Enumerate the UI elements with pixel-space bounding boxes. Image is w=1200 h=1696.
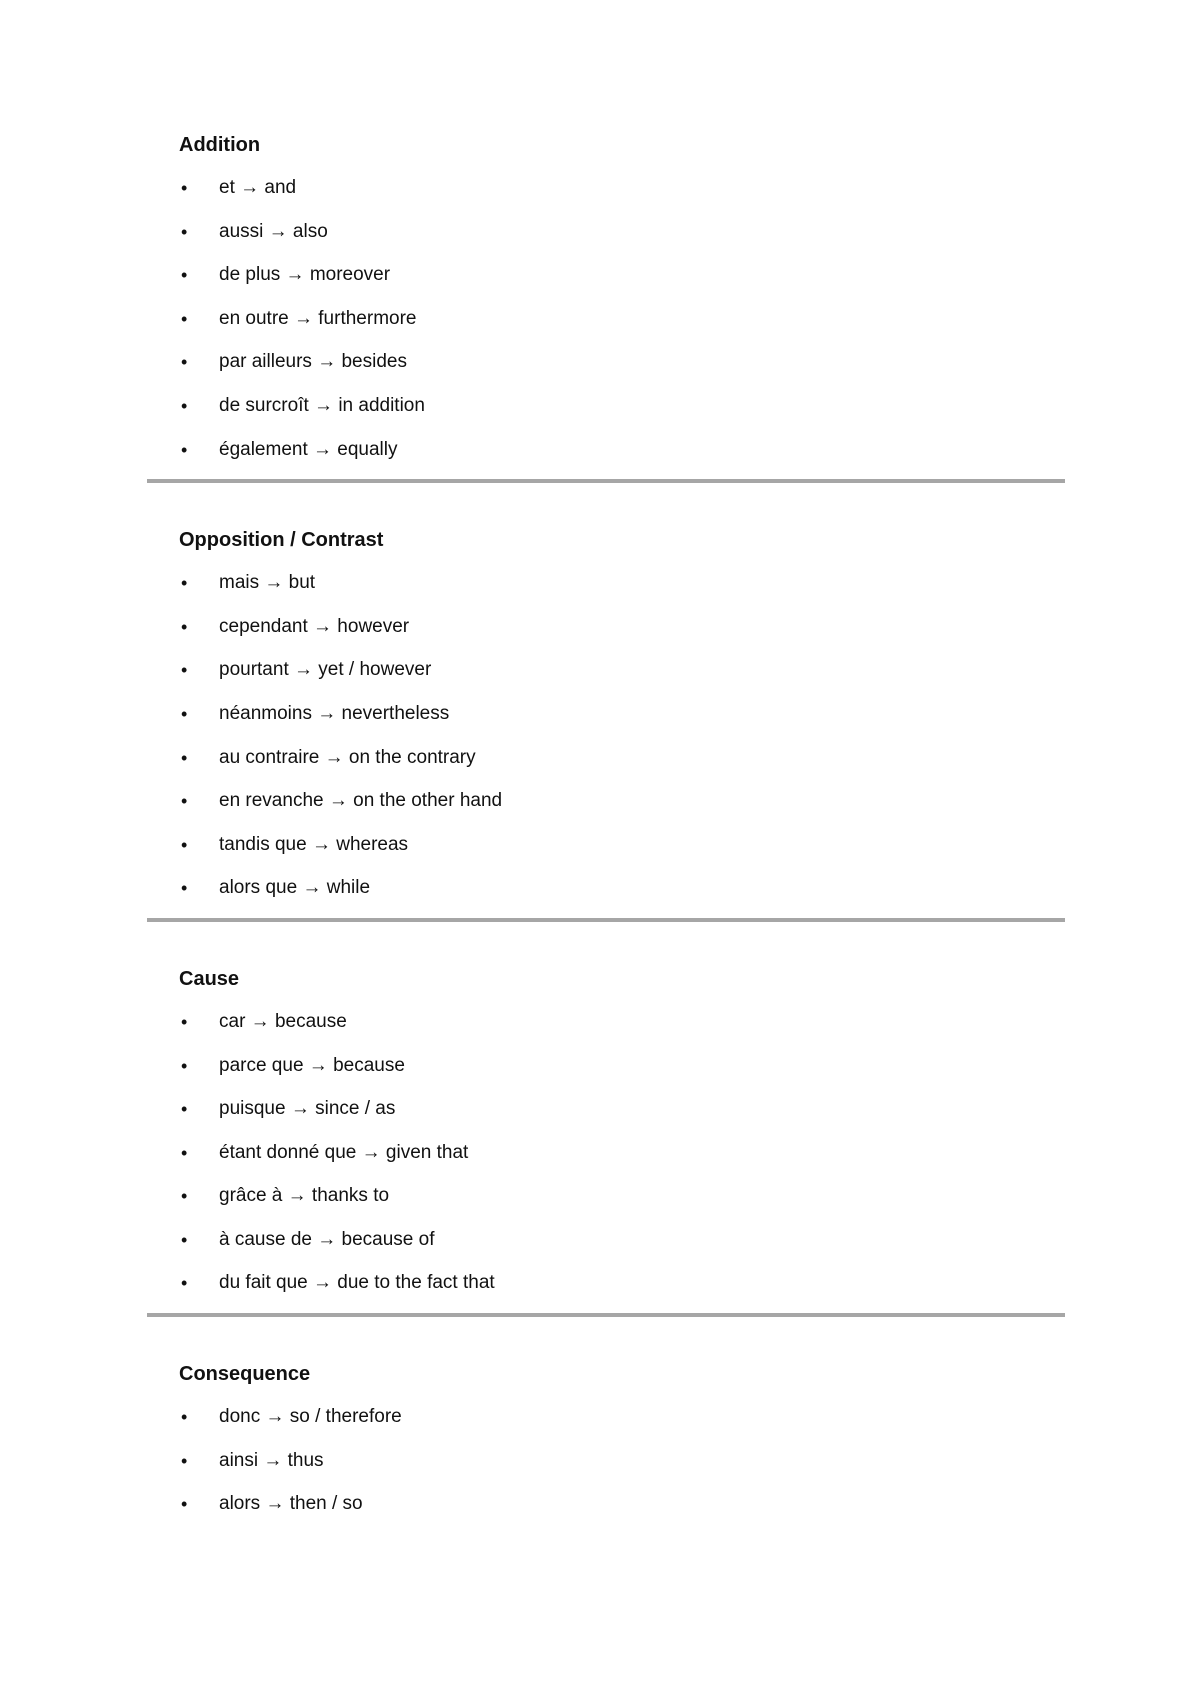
- bullet-icon: •: [181, 703, 188, 724]
- list-item: [147, 1182, 1065, 1226]
- list-item: [147, 1052, 1065, 1096]
- connector-list: [147, 174, 1065, 479]
- bullet-icon: •: [181, 395, 188, 416]
- list-item: [147, 1447, 1065, 1491]
- bullet-icon: •: [181, 1229, 188, 1250]
- section-divider: [147, 1313, 1065, 1317]
- bullet-icon: •: [181, 1273, 188, 1294]
- bullet-icon: •: [181, 265, 188, 286]
- bullet-icon: •: [181, 1407, 188, 1428]
- section-title: Addition: [179, 134, 261, 156]
- list-item: [147, 261, 1065, 305]
- bullet-icon: •: [181, 352, 188, 373]
- bullet-icon: •: [181, 834, 188, 855]
- list-item-text: donc → so / therefore: [219, 1406, 402, 1428]
- bullet-icon: •: [181, 1142, 188, 1163]
- section-title: Consequence: [179, 1363, 311, 1386]
- list-item: [147, 613, 1065, 657]
- list-item: [147, 1226, 1065, 1270]
- list-item: [147, 1403, 1065, 1447]
- list-item-text: alors que → while: [219, 877, 371, 899]
- list-item-text: de plus → moreover: [219, 264, 391, 286]
- list-item-text: et → and: [219, 177, 297, 198]
- list-item: [147, 700, 1065, 744]
- list-item: [147, 218, 1065, 262]
- document-page: [147, 130, 1065, 1534]
- bullet-icon: •: [181, 791, 188, 812]
- bullet-icon: •: [181, 878, 188, 899]
- section-title: Opposition / Contrast: [179, 529, 384, 552]
- bullet-icon: •: [181, 1186, 188, 1207]
- section-divider: [147, 918, 1065, 922]
- bullet-icon: •: [181, 308, 188, 329]
- bullet-icon: •: [181, 1055, 188, 1076]
- section-consequence: [147, 1359, 1065, 1534]
- bullet-icon: •: [181, 439, 188, 460]
- list-item-text: cependant → however: [219, 615, 410, 637]
- list-item-text: mais → but: [219, 572, 316, 594]
- bullet-icon: •: [181, 616, 188, 637]
- list-item: [147, 787, 1065, 831]
- list-item-text: tandis que → whereas: [219, 833, 409, 855]
- list-item-text: alors → then / so: [219, 1493, 363, 1515]
- bullet-icon: •: [181, 178, 188, 198]
- bullet-icon: •: [181, 1494, 188, 1515]
- list-item-text: au contraire → on the contrary: [219, 746, 476, 768]
- bullet-icon: •: [181, 221, 188, 242]
- section-addition: [147, 130, 1065, 483]
- list-item-text: également → equally: [219, 438, 398, 460]
- bullet-icon: •: [181, 1099, 188, 1120]
- list-item-text: grâce à → thanks to: [219, 1185, 390, 1207]
- list-item: [147, 744, 1065, 788]
- list-item-text: car → because: [219, 1010, 347, 1032]
- list-item: [147, 874, 1065, 918]
- list-item-text: de surcroît → in addition: [219, 394, 425, 416]
- list-item: [147, 348, 1065, 392]
- list-item-text: parce que → because: [219, 1054, 405, 1076]
- bullet-icon: •: [181, 660, 188, 681]
- list-item: [147, 569, 1065, 613]
- list-item: [147, 305, 1065, 349]
- list-item: [147, 392, 1065, 436]
- list-item: [147, 1095, 1065, 1139]
- list-item: [147, 1490, 1065, 1534]
- bullet-icon: •: [181, 747, 188, 768]
- list-item: [147, 1139, 1065, 1183]
- list-item: [147, 436, 1065, 480]
- list-item-text: par ailleurs → besides: [219, 351, 407, 373]
- list-item-text: en revanche → on the other hand: [219, 790, 503, 812]
- list-item-text: en outre → furthermore: [219, 307, 417, 329]
- bullet-icon: •: [181, 573, 188, 594]
- bullet-icon: •: [181, 1450, 188, 1471]
- list-item-text: ainsi → thus: [219, 1449, 324, 1471]
- list-item: [147, 1269, 1065, 1313]
- section-divider: [147, 479, 1065, 483]
- section-cause: [147, 964, 1065, 1317]
- connector-list: [147, 1008, 1065, 1313]
- list-item-text: étant donné que → given that: [219, 1141, 469, 1163]
- list-item-text: puisque → since / as: [219, 1098, 396, 1120]
- list-item: [147, 831, 1065, 875]
- list-item-text: du fait que → due to the fact that: [219, 1272, 495, 1294]
- list-item: [147, 656, 1065, 700]
- list-item-text: pourtant → yet / however: [219, 659, 432, 681]
- list-item-text: à cause de → because of: [219, 1228, 435, 1250]
- list-item-text: néanmoins → nevertheless: [219, 702, 450, 724]
- list-item: [147, 1008, 1065, 1052]
- list-item-text: aussi → also: [219, 220, 328, 242]
- section-title: Cause: [179, 967, 240, 990]
- section-opposition-contrast: [147, 525, 1065, 922]
- bullet-icon: •: [181, 1011, 188, 1032]
- connector-list: [147, 569, 1065, 918]
- connector-list: [147, 1403, 1065, 1534]
- list-item: [147, 174, 1065, 218]
